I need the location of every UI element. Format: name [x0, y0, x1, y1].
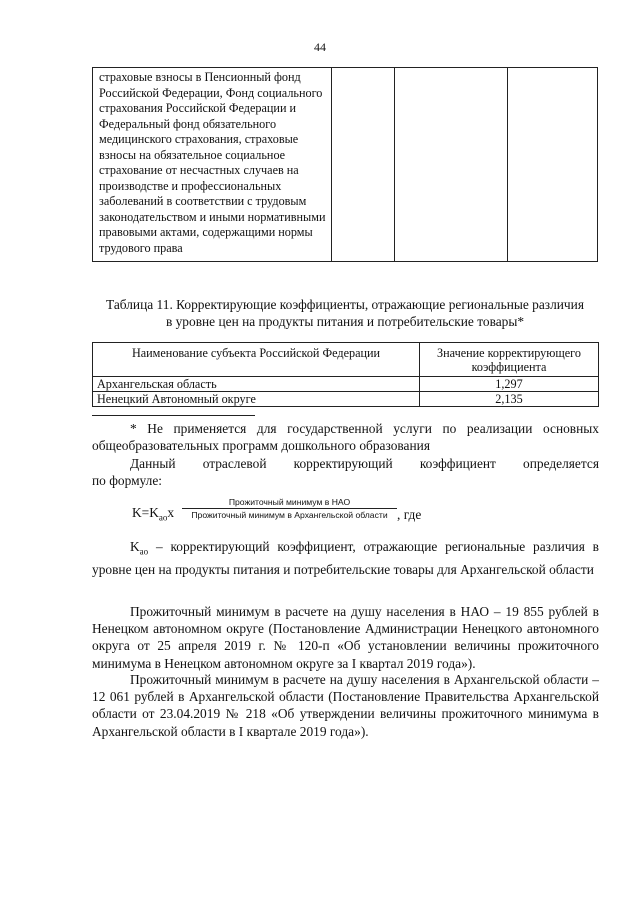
intro-word: определяется: [523, 456, 599, 471]
page-number: 44: [314, 40, 326, 54]
formula: [132, 497, 432, 527]
formula-tail: , где: [397, 507, 422, 522]
table-row: [93, 377, 599, 392]
footnote: * Не применяется для государственной услуги по реализации основных общеобразовательных программ дошкольного образования: [92, 421, 599, 454]
footnote-rule: [92, 415, 255, 416]
paragraph-arkhangelsk: Прожиточный минимум в расчете на душу населения в Архангельской области – 12 061 рублей в Архангельской области (Постановление Правительства Архангельской области от 23.04.2019 № 218 «Об утверждении величины прожиточного минимума в Архангельской области в I квартале 2019 года»).: [92, 672, 599, 739]
formula-intro: [92, 455, 599, 489]
empty-cell: [508, 68, 598, 262]
table-header-row: [93, 343, 599, 377]
formula-lead: $K=K_{ao}x$: [132, 505, 175, 523]
coefficient-value: 2,135: [420, 392, 599, 407]
coefficient-value: 1,297: [420, 377, 599, 392]
continuation-text-cell: [93, 68, 332, 262]
caption-line-1: Таблица 11. Корректирующие коэффициенты, отражающие региональные различия: [105, 297, 584, 312]
intro-word: корректирующий: [293, 456, 393, 471]
formula-denominator: Прожиточный минимум в Архангельской области: [191, 510, 388, 520]
formula-fraction: [182, 497, 397, 520]
intro-word: коэффициент: [419, 456, 496, 471]
header-coefficient: Значение корректирующего коэффициента: [420, 343, 599, 377]
empty-cell: [332, 68, 395, 262]
intro-word: отраслевой: [202, 456, 267, 471]
table-caption: [80, 296, 610, 330]
region-name: Ненецкий Автономный округе: [93, 392, 420, 407]
kao-definition: $K_{ao}$ – корректирующий коэффициент, отражающие региональные различия в уровне цен на продукты питания и потребительские товары для Архангельской области: [92, 539, 599, 577]
table-row: [93, 392, 599, 407]
formula-intro-line: [92, 455, 599, 472]
region-name: Архангельская область: [93, 377, 420, 392]
paragraph-nao: Прожиточный минимум в расчете на душу населения в НАО – 19 855 рублей в Ненецком автономном округе (Постановление Администрации Ненецкого автономного округа от 25 апреля 2019 г. № 120-п «Об установлении величины прожиточного минимума в Ненецком автономном округе за I квартал 2019 года»).: [92, 604, 599, 671]
caption-line-2: в уровне цен на продукты питания и потребительские товары*: [165, 314, 525, 329]
header-region: Наименование субъекта Российской Федерации: [93, 343, 420, 377]
continuation-table: [92, 67, 598, 262]
formula-numerator: Прожиточный минимум в НАО: [182, 497, 397, 509]
formula-intro-tail: по формуле:: [92, 473, 162, 489]
coefficients-table: [92, 342, 599, 407]
empty-cell: [395, 68, 508, 262]
continuation-text: страховые взносы в Пенсионный фонд Российской Федерации, Фонд социального страхования Российской Федерации и Федеральный фонд обязательного медицинского страхования, страховые взносы на обязательное социальное страхование от несчастных случаев на производстве и профессиональных заболеваний в соответствии с трудовым законодательством и иными нормативными правовыми актами, содержащими нормы трудового права: [99, 70, 326, 255]
intro-word: Данный: [130, 456, 176, 471]
